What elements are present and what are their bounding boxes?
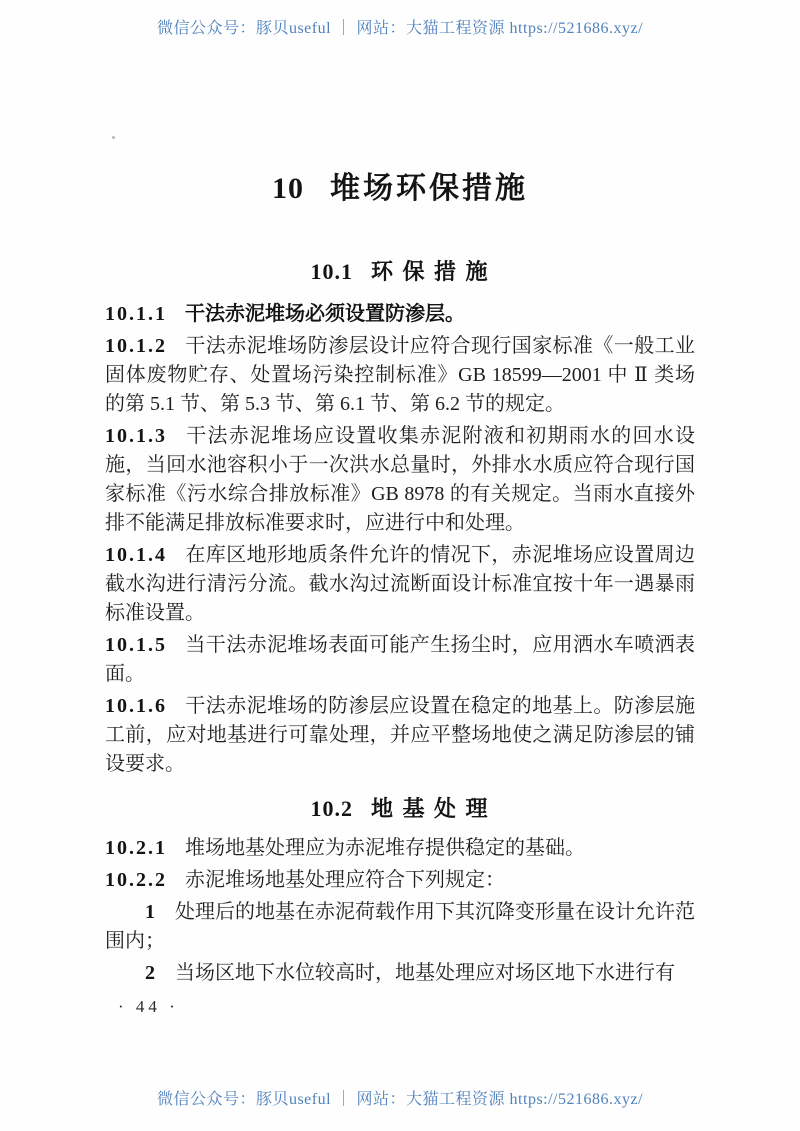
section-10-2-title: 地 基 处 理 bbox=[370, 796, 490, 821]
clause-10-1-5-text: 当干法赤泥堆场表面可能产生扬尘时，应用洒水车喷洒表面。 bbox=[105, 634, 695, 685]
list-item-2-number: 2 bbox=[145, 962, 155, 984]
section-10-2-clauses bbox=[105, 834, 695, 988]
header-watermark-label: 微信公众号：豚贝useful ｜ 网站：大猫工程资源 bbox=[156, 20, 506, 37]
list-item-1 bbox=[105, 898, 695, 956]
clause-10-2-2-text: 赤泥堆场地基处理应符合下列规定： bbox=[185, 869, 505, 891]
section-10-1-number: 10.1 bbox=[310, 259, 353, 284]
list-item-2 bbox=[105, 959, 695, 988]
section-10-1-title: 环 保 措 施 bbox=[370, 259, 490, 284]
section-heading-10-1 bbox=[105, 256, 695, 288]
clause-10-1-6 bbox=[105, 692, 695, 779]
header-watermark-url-link[interactable]: https://521686.xyz/ bbox=[509, 20, 644, 37]
clause-10-2-1-number: 10.2.1 bbox=[105, 837, 167, 859]
list-item-2-text: 当场区地下水位较高时，地基处理应对场区地下水进行有 bbox=[175, 962, 675, 984]
clause-10-2-2-number: 10.2.2 bbox=[105, 869, 167, 891]
footer-watermark bbox=[0, 1086, 800, 1109]
page-number: · 44 · bbox=[118, 997, 179, 1016]
clause-10-2-2 bbox=[105, 866, 695, 895]
clause-10-2-1-text: 堆场地基处理应为赤泥堆存提供稳定的基础。 bbox=[185, 837, 585, 859]
clause-10-1-6-text: 干法赤泥堆场的防渗层应设置在稳定的地基上。防渗层施工前，应对地基进行可靠处理，并应平整场地使之满足防渗层的铺设要求。 bbox=[105, 695, 695, 775]
list-item-1-number: 1 bbox=[145, 901, 155, 923]
clause-10-1-3 bbox=[105, 422, 695, 538]
clause-10-1-4-text: 在库区地形地质条件允许的情况下，赤泥堆场应设置周边截水沟进行清污分流。截水沟过流断面设计标准宜按十年一遇暴雨标准设置。 bbox=[105, 544, 695, 624]
clause-10-1-1-text: 干法赤泥堆场必须设置防渗层。 bbox=[185, 303, 465, 325]
clause-10-1-5 bbox=[105, 631, 695, 689]
clause-10-1-2-number: 10.1.2 bbox=[105, 335, 167, 357]
chapter-title bbox=[105, 168, 695, 210]
clause-10-1-1 bbox=[105, 300, 695, 329]
scan-artifact-dot bbox=[112, 136, 115, 139]
clause-10-1-2-text: 干法赤泥堆场防渗层设计应符合现行国家标准《一般工业固体废物贮存、处置场污染控制标准》GB 18599—2001 中 Ⅱ 类场的第 5.1 节、第 5.3 节、第 6.1 节、第 6.2 节的规定。 bbox=[105, 335, 695, 415]
clause-10-1-1-number: 10.1.1 bbox=[105, 303, 167, 325]
list-item-1-text: 处理后的地基在赤泥荷载作用下其沉降变形量在设计允许范围内； bbox=[105, 901, 695, 952]
page-content bbox=[105, 0, 695, 988]
footer-watermark-label: 微信公众号：豚贝useful ｜ 网站：大猫工程资源 bbox=[156, 1091, 506, 1108]
clause-10-2-1 bbox=[105, 834, 695, 863]
section-heading-10-2 bbox=[105, 793, 695, 825]
chapter-number: 10 bbox=[272, 172, 304, 205]
clause-10-1-5-number: 10.1.5 bbox=[105, 634, 167, 656]
clause-10-1-3-text: 干法赤泥堆场应设置收集赤泥附液和初期雨水的回水设施，当回水池容积小于一次洪水总量时，外排水水质应符合现行国家标准《污水综合排放标准》GB 8978 的有关规定。当雨水直接外排不能满足排放标准要求时，应进行中和处理。 bbox=[105, 425, 695, 534]
header-watermark bbox=[0, 15, 800, 38]
footer-watermark-url-link[interactable]: https://521686.xyz/ bbox=[509, 1091, 644, 1108]
clause-10-1-3-number: 10.1.3 bbox=[105, 425, 167, 447]
section-10-1-clauses bbox=[105, 300, 695, 779]
clause-10-1-4-number: 10.1.4 bbox=[105, 544, 167, 566]
clause-10-1-4 bbox=[105, 541, 695, 628]
section-10-2-number: 10.2 bbox=[310, 796, 353, 821]
chapter-title-text: 堆场环保措施 bbox=[330, 172, 528, 205]
clause-10-1-2 bbox=[105, 332, 695, 419]
clause-10-1-6-number: 10.1.6 bbox=[105, 695, 167, 717]
